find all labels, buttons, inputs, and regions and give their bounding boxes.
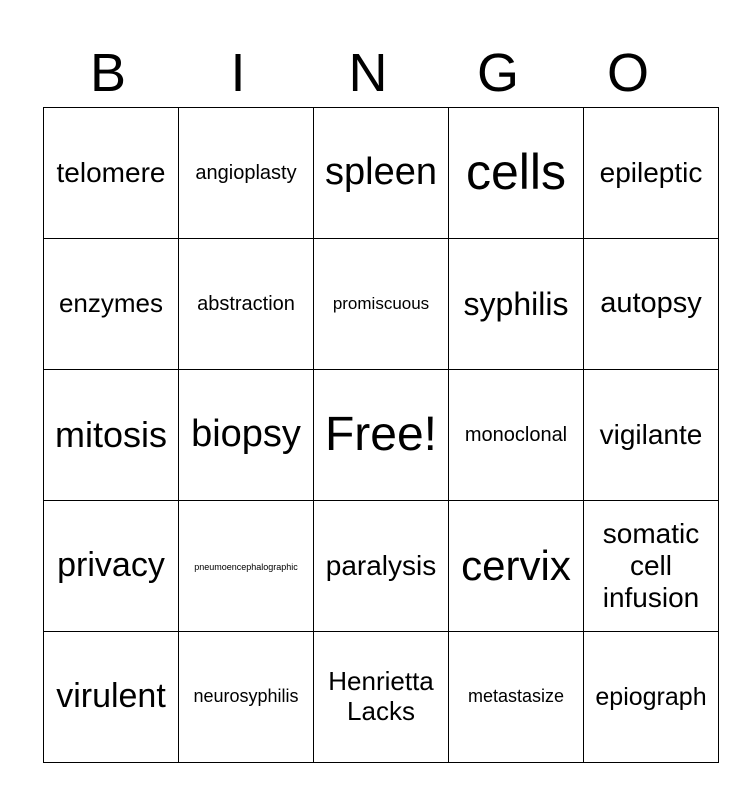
bingo-cell[interactable] bbox=[584, 501, 719, 632]
bingo-cell-text: privacy bbox=[57, 546, 165, 585]
bingo-cell-text: promiscuous bbox=[332, 293, 430, 313]
bingo-cell[interactable] bbox=[179, 632, 314, 763]
bingo-cell[interactable] bbox=[584, 108, 719, 239]
bingo-cell[interactable] bbox=[44, 108, 179, 239]
bingo-cell-text: vigilante bbox=[599, 418, 703, 450]
bingo-row bbox=[44, 239, 719, 370]
bingo-cell[interactable] bbox=[449, 501, 584, 632]
bingo-cell-text: spleen bbox=[325, 151, 437, 194]
bingo-header bbox=[43, 40, 693, 106]
bingo-cell[interactable] bbox=[449, 632, 584, 763]
bingo-cell-text: autopsy bbox=[600, 287, 702, 320]
bingo-cell-text: cells bbox=[465, 144, 567, 201]
bingo-cell-text: epiograph bbox=[595, 682, 707, 711]
bingo-cell-text: neurosyphilis bbox=[193, 686, 299, 707]
bingo-cell[interactable] bbox=[44, 632, 179, 763]
header-letter-n: N bbox=[348, 43, 388, 103]
bingo-cell-text: biopsy bbox=[191, 413, 301, 456]
bingo-cell[interactable] bbox=[584, 370, 719, 501]
bingo-row bbox=[44, 370, 719, 501]
bingo-cell[interactable] bbox=[179, 370, 314, 501]
bingo-cell[interactable] bbox=[449, 108, 584, 239]
bingo-cell[interactable] bbox=[44, 239, 179, 370]
bingo-cell[interactable] bbox=[449, 239, 584, 370]
bingo-cell[interactable] bbox=[179, 108, 314, 239]
bingo-cell-text: epileptic bbox=[599, 156, 703, 188]
bingo-row bbox=[44, 632, 719, 763]
bingo-cell[interactable] bbox=[179, 501, 314, 632]
bingo-cell[interactable] bbox=[179, 239, 314, 370]
bingo-cell[interactable] bbox=[314, 108, 449, 239]
bingo-cell[interactable] bbox=[44, 501, 179, 632]
bingo-cell-text: Free! bbox=[324, 408, 438, 462]
bingo-cell[interactable] bbox=[314, 501, 449, 632]
bingo-cell-text: mitosis bbox=[54, 414, 167, 456]
bingo-cell-text: paralysis bbox=[325, 549, 437, 581]
bingo-cell[interactable] bbox=[584, 632, 719, 763]
bingo-cell-text: angioplasty bbox=[195, 161, 297, 184]
header-letter-o: O bbox=[606, 43, 649, 103]
bingo-cell-text: abstraction bbox=[197, 292, 295, 315]
bingo-row bbox=[44, 108, 719, 239]
bingo-cell-text: somatic cell infusion bbox=[602, 517, 700, 614]
bingo-card-grid bbox=[43, 107, 719, 763]
bingo-row bbox=[44, 501, 719, 632]
bingo-cell[interactable] bbox=[314, 239, 449, 370]
bingo-cell[interactable] bbox=[44, 370, 179, 501]
bingo-cell-text: enzymes bbox=[58, 288, 164, 319]
header-letter-i: I bbox=[230, 43, 246, 103]
bingo-cell[interactable] bbox=[314, 632, 449, 763]
bingo-cell-text: telomere bbox=[56, 156, 166, 188]
bingo-cell-text: virulent bbox=[56, 677, 166, 716]
bingo-cell[interactable] bbox=[314, 370, 449, 501]
bingo-cell-text: syphilis bbox=[463, 285, 569, 322]
header-letter-b: B bbox=[89, 43, 127, 103]
bingo-cell-text: metastasize bbox=[467, 686, 565, 707]
bingo-cell-text: cervix bbox=[461, 541, 571, 589]
bingo-cell-text: pneumoencephalographic bbox=[194, 561, 298, 572]
header-letter-g: G bbox=[476, 43, 519, 103]
bingo-cell-text: monoclonal bbox=[464, 423, 568, 446]
bingo-cell[interactable] bbox=[449, 370, 584, 501]
bingo-cell[interactable] bbox=[584, 239, 719, 370]
bingo-cell-text: Henrietta Lacks bbox=[328, 666, 434, 726]
